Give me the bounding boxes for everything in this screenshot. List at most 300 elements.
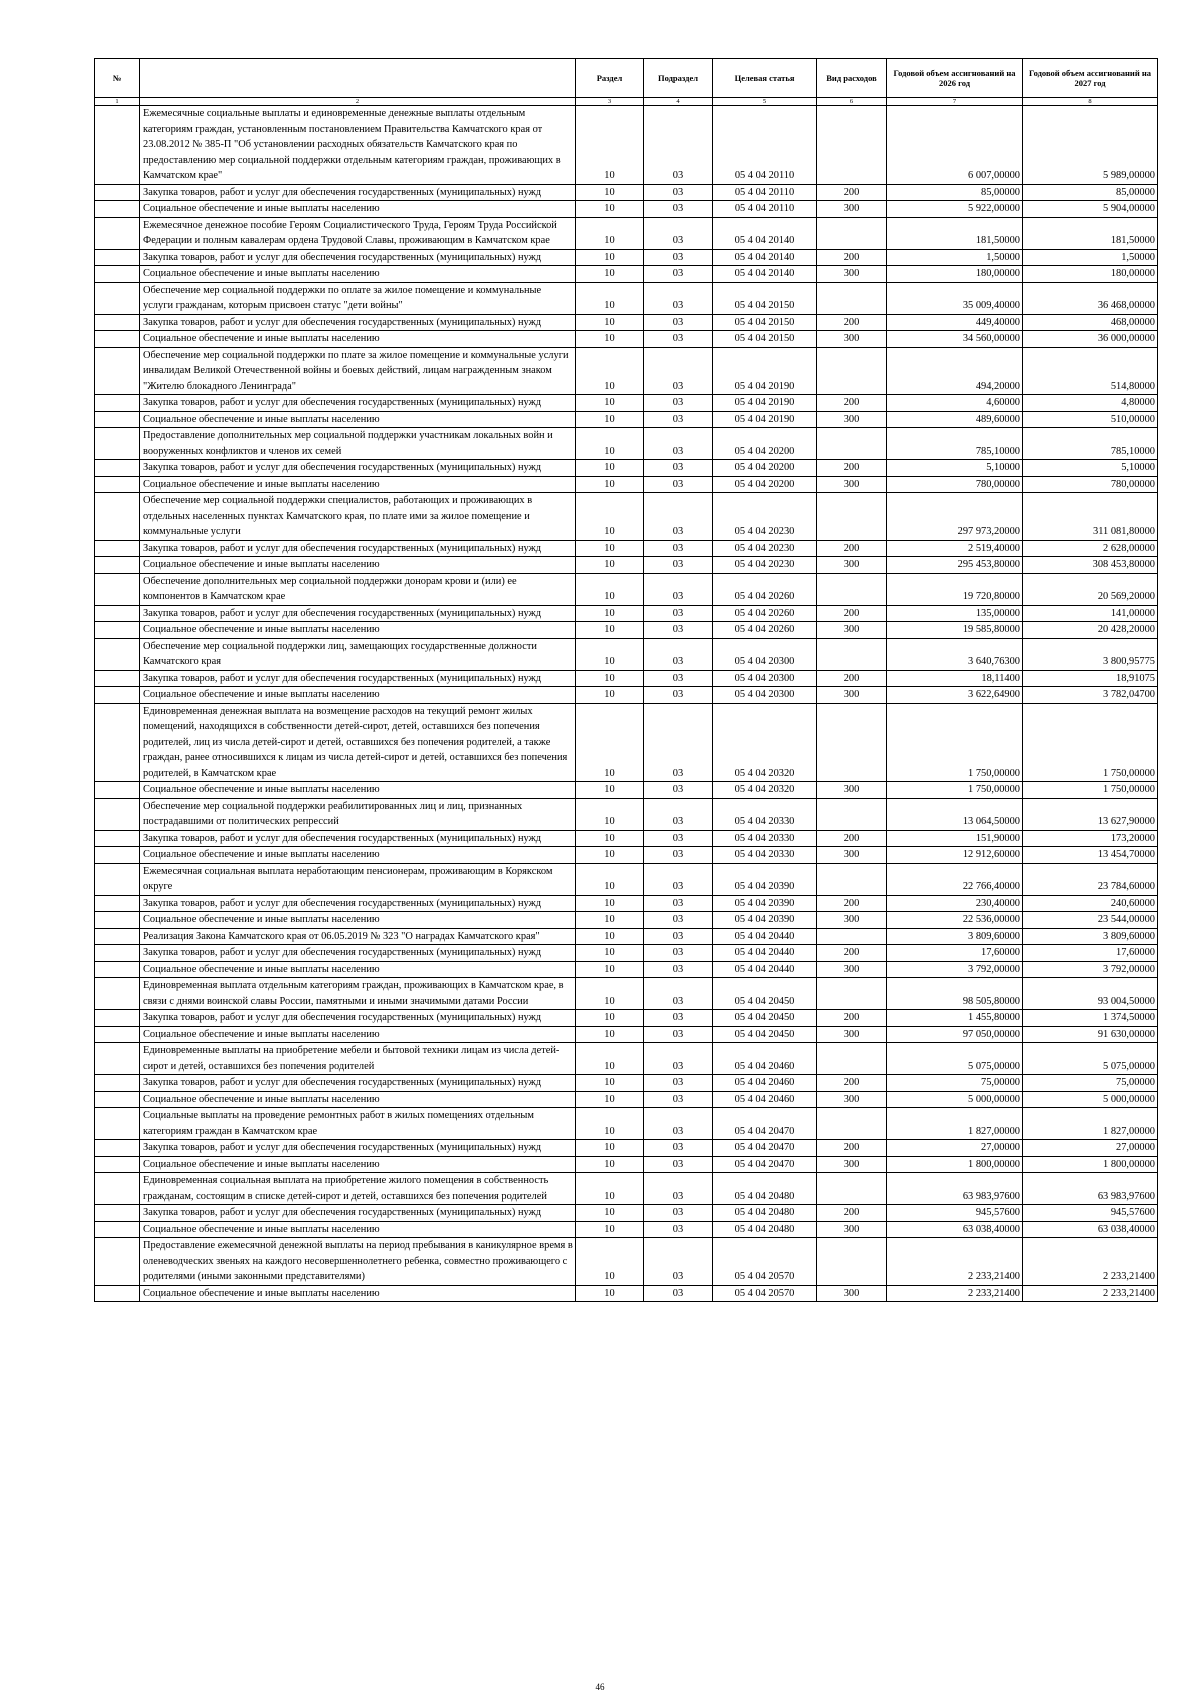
expense-type-cell [817, 1043, 887, 1075]
table-row [95, 476, 1158, 493]
item-name-cell: Социальное обеспечение и иные выплаты населению [140, 1285, 576, 1302]
razdel-cell: 10 [576, 978, 644, 1010]
razdel-cell: 10 [576, 1026, 644, 1043]
item-name-cell: Социальное обеспечение и иные выплаты населению [140, 912, 576, 929]
header-name [140, 59, 576, 98]
allocation-2026-cell: 75,00000 [887, 1075, 1023, 1092]
item-name-cell: Социальное обеспечение и иные выплаты населению [140, 847, 576, 864]
allocation-2026-cell: 151,90000 [887, 830, 1023, 847]
header-podrazdel: Подраздел [644, 59, 713, 98]
allocation-2026-cell: 181,50000 [887, 217, 1023, 249]
razdel-cell: 10 [576, 798, 644, 830]
podrazdel-cell: 03 [644, 978, 713, 1010]
column-number: 8 [1023, 98, 1158, 106]
table-row [95, 428, 1158, 460]
podrazdel-cell: 03 [644, 847, 713, 864]
podrazdel-cell: 03 [644, 1010, 713, 1027]
expense-type-cell [817, 493, 887, 541]
table-row [95, 945, 1158, 962]
table-row [95, 687, 1158, 704]
row-number-cell [95, 1010, 140, 1027]
target-article-cell: 05 4 04 20330 [713, 830, 817, 847]
item-name-cell: Закупка товаров, работ и услуг для обеспечения государственных (муниципальных) нужд [140, 895, 576, 912]
podrazdel-cell: 03 [644, 1091, 713, 1108]
allocation-2026-cell: 494,20000 [887, 347, 1023, 395]
row-number-cell [95, 1221, 140, 1238]
podrazdel-cell: 03 [644, 670, 713, 687]
razdel-cell: 10 [576, 493, 644, 541]
table-row [95, 1140, 1158, 1157]
razdel-cell: 10 [576, 314, 644, 331]
allocation-2027-cell: 780,00000 [1023, 476, 1158, 493]
allocation-2026-cell: 17,60000 [887, 945, 1023, 962]
expense-type-cell: 200 [817, 670, 887, 687]
podrazdel-cell: 03 [644, 1238, 713, 1286]
expense-type-cell: 200 [817, 395, 887, 412]
allocation-2026-cell: 85,00000 [887, 184, 1023, 201]
table-row [95, 557, 1158, 574]
razdel-cell: 10 [576, 1205, 644, 1222]
header-row [95, 59, 1158, 98]
podrazdel-cell: 03 [644, 1140, 713, 1157]
row-number-cell [95, 1173, 140, 1205]
table-row [95, 1091, 1158, 1108]
item-name-cell: Социальное обеспечение и иные выплаты населению [140, 1221, 576, 1238]
razdel-cell: 10 [576, 428, 644, 460]
podrazdel-cell: 03 [644, 1108, 713, 1140]
row-number-cell [95, 863, 140, 895]
podrazdel-cell: 03 [644, 798, 713, 830]
item-name-cell: Единовременные выплаты на приобретение мебели и бытовой техники лицам из числа детей-сирот и детей, оставшихся без попечения родителей [140, 1043, 576, 1075]
table-row [95, 347, 1158, 395]
row-number-cell [95, 687, 140, 704]
allocation-2027-cell: 1 750,00000 [1023, 782, 1158, 799]
row-number-cell [95, 282, 140, 314]
expense-type-cell [817, 106, 887, 185]
target-article-cell: 05 4 04 20230 [713, 540, 817, 557]
allocation-2027-cell: 23 544,00000 [1023, 912, 1158, 929]
row-number-cell [95, 540, 140, 557]
target-article-cell: 05 4 04 20260 [713, 573, 817, 605]
target-article-cell: 05 4 04 20460 [713, 1091, 817, 1108]
item-name-cell: Социальное обеспечение и иные выплаты населению [140, 622, 576, 639]
allocation-2027-cell: 5,10000 [1023, 460, 1158, 477]
podrazdel-cell: 03 [644, 1026, 713, 1043]
expense-type-cell [817, 282, 887, 314]
allocation-2026-cell: 22 766,40000 [887, 863, 1023, 895]
allocation-2026-cell: 135,00000 [887, 605, 1023, 622]
allocation-2026-cell: 180,00000 [887, 266, 1023, 283]
expense-type-cell: 200 [817, 314, 887, 331]
razdel-cell: 10 [576, 670, 644, 687]
podrazdel-cell: 03 [644, 331, 713, 348]
allocation-2027-cell: 1 374,50000 [1023, 1010, 1158, 1027]
table-row [95, 411, 1158, 428]
razdel-cell: 10 [576, 347, 644, 395]
target-article-cell: 05 4 04 20450 [713, 978, 817, 1010]
row-number-cell [95, 460, 140, 477]
row-number-cell [95, 1026, 140, 1043]
podrazdel-cell: 03 [644, 895, 713, 912]
allocation-2027-cell: 468,00000 [1023, 314, 1158, 331]
item-name-cell: Закупка товаров, работ и услуг для обеспечения государственных (муниципальных) нужд [140, 1010, 576, 1027]
target-article-cell: 05 4 04 20260 [713, 622, 817, 639]
allocation-2026-cell: 945,57600 [887, 1205, 1023, 1222]
allocation-2027-cell: 18,91075 [1023, 670, 1158, 687]
item-name-cell: Социальное обеспечение и иные выплаты населению [140, 266, 576, 283]
podrazdel-cell: 03 [644, 1205, 713, 1222]
allocation-2027-cell: 240,60000 [1023, 895, 1158, 912]
allocation-2027-cell: 17,60000 [1023, 945, 1158, 962]
table-row [95, 1108, 1158, 1140]
table-row [95, 395, 1158, 412]
podrazdel-cell: 03 [644, 266, 713, 283]
allocation-2026-cell: 1,50000 [887, 249, 1023, 266]
header-razdel: Раздел [576, 59, 644, 98]
target-article-cell: 05 4 04 20200 [713, 476, 817, 493]
table-row [95, 1075, 1158, 1092]
table-row [95, 314, 1158, 331]
row-number-cell [95, 1108, 140, 1140]
expense-type-cell [817, 1173, 887, 1205]
expense-type-cell: 300 [817, 961, 887, 978]
item-name-cell: Социальное обеспечение и иные выплаты населению [140, 1156, 576, 1173]
target-article-cell: 05 4 04 20110 [713, 201, 817, 218]
item-name-cell: Закупка товаров, работ и услуг для обеспечения государственных (муниципальных) нужд [140, 1075, 576, 1092]
target-article-cell: 05 4 04 20450 [713, 1026, 817, 1043]
razdel-cell: 10 [576, 217, 644, 249]
razdel-cell: 10 [576, 201, 644, 218]
column-number-row [95, 98, 1158, 106]
column-number: 5 [713, 98, 817, 106]
row-number-cell [95, 201, 140, 218]
table-row [95, 895, 1158, 912]
expense-type-cell [817, 798, 887, 830]
table-row [95, 830, 1158, 847]
expense-type-cell: 200 [817, 460, 887, 477]
row-number-cell [95, 830, 140, 847]
razdel-cell: 10 [576, 395, 644, 412]
razdel-cell: 10 [576, 1156, 644, 1173]
expense-type-cell [817, 428, 887, 460]
expense-type-cell: 300 [817, 266, 887, 283]
row-number-cell [95, 961, 140, 978]
header-no: № [95, 59, 140, 98]
row-number-cell [95, 605, 140, 622]
target-article-cell: 05 4 04 20200 [713, 428, 817, 460]
target-article-cell: 05 4 04 20190 [713, 395, 817, 412]
expense-type-cell: 300 [817, 557, 887, 574]
podrazdel-cell: 03 [644, 493, 713, 541]
allocation-2027-cell: 93 004,50000 [1023, 978, 1158, 1010]
allocation-2027-cell: 27,00000 [1023, 1140, 1158, 1157]
podrazdel-cell: 03 [644, 945, 713, 962]
target-article-cell: 05 4 04 20450 [713, 1010, 817, 1027]
razdel-cell: 10 [576, 945, 644, 962]
podrazdel-cell: 03 [644, 1173, 713, 1205]
expense-type-cell: 200 [817, 1140, 887, 1157]
allocation-2027-cell: 2 628,00000 [1023, 540, 1158, 557]
column-number: 4 [644, 98, 713, 106]
allocation-2026-cell: 1 827,00000 [887, 1108, 1023, 1140]
column-number: 2 [140, 98, 576, 106]
row-number-cell [95, 912, 140, 929]
allocation-2027-cell: 308 453,80000 [1023, 557, 1158, 574]
table-row [95, 928, 1158, 945]
allocation-2027-cell: 180,00000 [1023, 266, 1158, 283]
allocation-2026-cell: 3 622,64900 [887, 687, 1023, 704]
target-article-cell: 05 4 04 20460 [713, 1043, 817, 1075]
target-article-cell: 05 4 04 20480 [713, 1221, 817, 1238]
allocation-2026-cell: 18,11400 [887, 670, 1023, 687]
podrazdel-cell: 03 [644, 106, 713, 185]
page-number: 46 [595, 1682, 605, 1692]
expense-type-cell [817, 347, 887, 395]
row-number-cell [95, 945, 140, 962]
table-row [95, 978, 1158, 1010]
target-article-cell: 05 4 04 20110 [713, 184, 817, 201]
allocation-2026-cell: 1 750,00000 [887, 703, 1023, 782]
expense-type-cell: 200 [817, 605, 887, 622]
allocation-2026-cell: 1 455,80000 [887, 1010, 1023, 1027]
allocation-2027-cell: 181,50000 [1023, 217, 1158, 249]
podrazdel-cell: 03 [644, 622, 713, 639]
target-article-cell: 05 4 04 20150 [713, 331, 817, 348]
row-number-cell [95, 847, 140, 864]
target-article-cell: 05 4 04 20150 [713, 282, 817, 314]
table-row [95, 106, 1158, 185]
table-row [95, 1238, 1158, 1286]
razdel-cell: 10 [576, 687, 644, 704]
row-number-cell [95, 978, 140, 1010]
razdel-cell: 10 [576, 830, 644, 847]
table-row [95, 863, 1158, 895]
table-row [95, 912, 1158, 929]
row-number-cell [95, 1238, 140, 1286]
allocation-2026-cell: 35 009,40000 [887, 282, 1023, 314]
item-name-cell: Социальные выплаты на проведение ремонтных работ в жилых помещениях отдельным категориям граждан в Камчатском крае [140, 1108, 576, 1140]
allocation-2027-cell: 63 038,40000 [1023, 1221, 1158, 1238]
header-allocation-2027: Годовой объем ассигнований на 2027 год [1023, 59, 1158, 98]
expense-type-cell [817, 638, 887, 670]
table-row [95, 1043, 1158, 1075]
table-row [95, 847, 1158, 864]
item-name-cell: Закупка товаров, работ и услуг для обеспечения государственных (муниципальных) нужд [140, 1205, 576, 1222]
allocation-2027-cell: 36 468,00000 [1023, 282, 1158, 314]
allocation-2026-cell: 5 922,00000 [887, 201, 1023, 218]
podrazdel-cell: 03 [644, 638, 713, 670]
row-number-cell [95, 638, 140, 670]
row-number-cell [95, 184, 140, 201]
allocation-2027-cell: 945,57600 [1023, 1205, 1158, 1222]
expense-type-cell [817, 573, 887, 605]
podrazdel-cell: 03 [644, 687, 713, 704]
row-number-cell [95, 1043, 140, 1075]
target-article-cell: 05 4 04 20480 [713, 1205, 817, 1222]
allocation-2027-cell: 785,10000 [1023, 428, 1158, 460]
podrazdel-cell: 03 [644, 1043, 713, 1075]
razdel-cell: 10 [576, 605, 644, 622]
allocation-2027-cell: 4,80000 [1023, 395, 1158, 412]
table-row [95, 460, 1158, 477]
razdel-cell: 10 [576, 1221, 644, 1238]
table-row [95, 1205, 1158, 1222]
allocation-2027-cell: 514,80000 [1023, 347, 1158, 395]
column-number: 3 [576, 98, 644, 106]
expense-type-cell: 300 [817, 331, 887, 348]
row-number-cell [95, 249, 140, 266]
target-article-cell: 05 4 04 20480 [713, 1173, 817, 1205]
podrazdel-cell: 03 [644, 928, 713, 945]
row-number-cell [95, 670, 140, 687]
row-number-cell [95, 347, 140, 395]
expense-type-cell [817, 928, 887, 945]
target-article-cell: 05 4 04 20570 [713, 1238, 817, 1286]
allocation-2027-cell: 36 000,00000 [1023, 331, 1158, 348]
allocation-2026-cell: 98 505,80000 [887, 978, 1023, 1010]
expense-type-cell: 300 [817, 1285, 887, 1302]
podrazdel-cell: 03 [644, 347, 713, 395]
allocation-2027-cell: 1 827,00000 [1023, 1108, 1158, 1140]
item-name-cell: Единовременная социальная выплата на приобретение жилого помещения в собственность гражданам, состоящим в списке детей-сирот и детей, оставшихся без попечения родителей [140, 1173, 576, 1205]
allocation-2026-cell: 295 453,80000 [887, 557, 1023, 574]
razdel-cell: 10 [576, 895, 644, 912]
razdel-cell: 10 [576, 411, 644, 428]
allocation-2026-cell: 13 064,50000 [887, 798, 1023, 830]
razdel-cell: 10 [576, 540, 644, 557]
podrazdel-cell: 03 [644, 703, 713, 782]
table-row [95, 493, 1158, 541]
allocation-2026-cell: 2 233,21400 [887, 1285, 1023, 1302]
expense-type-cell: 200 [817, 184, 887, 201]
allocation-2026-cell: 780,00000 [887, 476, 1023, 493]
expense-type-cell: 300 [817, 782, 887, 799]
allocation-2027-cell: 85,00000 [1023, 184, 1158, 201]
expense-type-cell: 200 [817, 540, 887, 557]
allocation-2026-cell: 5,10000 [887, 460, 1023, 477]
allocation-2027-cell: 5 075,00000 [1023, 1043, 1158, 1075]
target-article-cell: 05 4 04 20260 [713, 605, 817, 622]
expense-type-cell [817, 1238, 887, 1286]
table-row [95, 622, 1158, 639]
razdel-cell: 10 [576, 266, 644, 283]
item-name-cell: Реализация Закона Камчатского края от 06.05.2019 № 323 "О наградах Камчатского края" [140, 928, 576, 945]
table-row [95, 282, 1158, 314]
row-number-cell [95, 395, 140, 412]
allocation-2026-cell: 489,60000 [887, 411, 1023, 428]
razdel-cell: 10 [576, 1043, 644, 1075]
razdel-cell: 10 [576, 703, 644, 782]
allocation-2027-cell: 141,00000 [1023, 605, 1158, 622]
item-name-cell: Социальное обеспечение и иные выплаты населению [140, 782, 576, 799]
table-row [95, 798, 1158, 830]
allocation-2027-cell: 91 630,00000 [1023, 1026, 1158, 1043]
item-name-cell: Ежемесячные социальные выплаты и единовременные денежные выплаты отдельным категориям граждан, установленным постановлением Правительства Камчатского края от 23.08.2012 № 385-П "Об установлении расходных обязательств Камчатского края по предоставлению мер социальной поддержки отдельным категориям граждан, проживающих в Камчатском крае" [140, 106, 576, 185]
table-row [95, 249, 1158, 266]
table-row [95, 331, 1158, 348]
allocation-2027-cell: 173,20000 [1023, 830, 1158, 847]
header-expense-type: Вид расходов [817, 59, 887, 98]
item-name-cell: Социальное обеспечение и иные выплаты населению [140, 331, 576, 348]
allocation-2027-cell: 2 233,21400 [1023, 1238, 1158, 1286]
podrazdel-cell: 03 [644, 249, 713, 266]
table-body [95, 106, 1158, 1302]
target-article-cell: 05 4 04 20190 [713, 347, 817, 395]
allocation-2027-cell: 1 750,00000 [1023, 703, 1158, 782]
podrazdel-cell: 03 [644, 1075, 713, 1092]
column-number: 7 [887, 98, 1023, 106]
razdel-cell: 10 [576, 460, 644, 477]
allocation-2026-cell: 2 233,21400 [887, 1238, 1023, 1286]
razdel-cell: 10 [576, 912, 644, 929]
podrazdel-cell: 03 [644, 1156, 713, 1173]
podrazdel-cell: 03 [644, 476, 713, 493]
table-row [95, 1173, 1158, 1205]
razdel-cell: 10 [576, 249, 644, 266]
header-allocation-2026: Годовой объем ассигнований на 2026 год [887, 59, 1023, 98]
table-row [95, 605, 1158, 622]
razdel-cell: 10 [576, 863, 644, 895]
target-article-cell: 05 4 04 20470 [713, 1156, 817, 1173]
razdel-cell: 10 [576, 282, 644, 314]
item-name-cell: Закупка товаров, работ и услуг для обеспечения государственных (муниципальных) нужд [140, 540, 576, 557]
target-article-cell: 05 4 04 20390 [713, 895, 817, 912]
expense-type-cell: 300 [817, 411, 887, 428]
table-row [95, 782, 1158, 799]
allocation-2026-cell: 5 000,00000 [887, 1091, 1023, 1108]
expense-type-cell: 300 [817, 1156, 887, 1173]
podrazdel-cell: 03 [644, 314, 713, 331]
allocation-2027-cell: 20 569,20000 [1023, 573, 1158, 605]
razdel-cell: 10 [576, 106, 644, 185]
allocation-2027-cell: 3 809,60000 [1023, 928, 1158, 945]
allocation-2026-cell: 297 973,20000 [887, 493, 1023, 541]
target-article-cell: 05 4 04 20470 [713, 1140, 817, 1157]
podrazdel-cell: 03 [644, 830, 713, 847]
column-number: 1 [95, 98, 140, 106]
expense-type-cell: 300 [817, 622, 887, 639]
razdel-cell: 10 [576, 1075, 644, 1092]
allocation-2026-cell: 63 038,40000 [887, 1221, 1023, 1238]
expense-type-cell: 200 [817, 249, 887, 266]
podrazdel-cell: 03 [644, 282, 713, 314]
item-name-cell: Обеспечение мер социальной поддержки реабилитированных лиц и лиц, признанных пострадавшими от политических репрессий [140, 798, 576, 830]
expense-type-cell: 300 [817, 201, 887, 218]
razdel-cell: 10 [576, 1108, 644, 1140]
allocation-2026-cell: 5 075,00000 [887, 1043, 1023, 1075]
table-row [95, 201, 1158, 218]
item-name-cell: Социальное обеспечение и иные выплаты населению [140, 687, 576, 704]
razdel-cell: 10 [576, 961, 644, 978]
allocation-2026-cell: 3 792,00000 [887, 961, 1023, 978]
allocation-2026-cell: 1 750,00000 [887, 782, 1023, 799]
allocation-2026-cell: 3 809,60000 [887, 928, 1023, 945]
row-number-cell [95, 106, 140, 185]
podrazdel-cell: 03 [644, 782, 713, 799]
allocation-2026-cell: 19 585,80000 [887, 622, 1023, 639]
expense-type-cell: 300 [817, 847, 887, 864]
item-name-cell: Закупка товаров, работ и услуг для обеспечения государственных (муниципальных) нужд [140, 605, 576, 622]
expense-type-cell: 300 [817, 687, 887, 704]
target-article-cell: 05 4 04 20460 [713, 1075, 817, 1092]
expense-type-cell: 200 [817, 945, 887, 962]
item-name-cell: Закупка товаров, работ и услуг для обеспечения государственных (муниципальных) нужд [140, 670, 576, 687]
expense-type-cell [817, 1108, 887, 1140]
razdel-cell: 10 [576, 1238, 644, 1286]
table-row [95, 961, 1158, 978]
allocation-2026-cell: 97 050,00000 [887, 1026, 1023, 1043]
item-name-cell: Ежемесячная социальная выплата неработающим пенсионерам, проживающим в Корякском округе [140, 863, 576, 895]
